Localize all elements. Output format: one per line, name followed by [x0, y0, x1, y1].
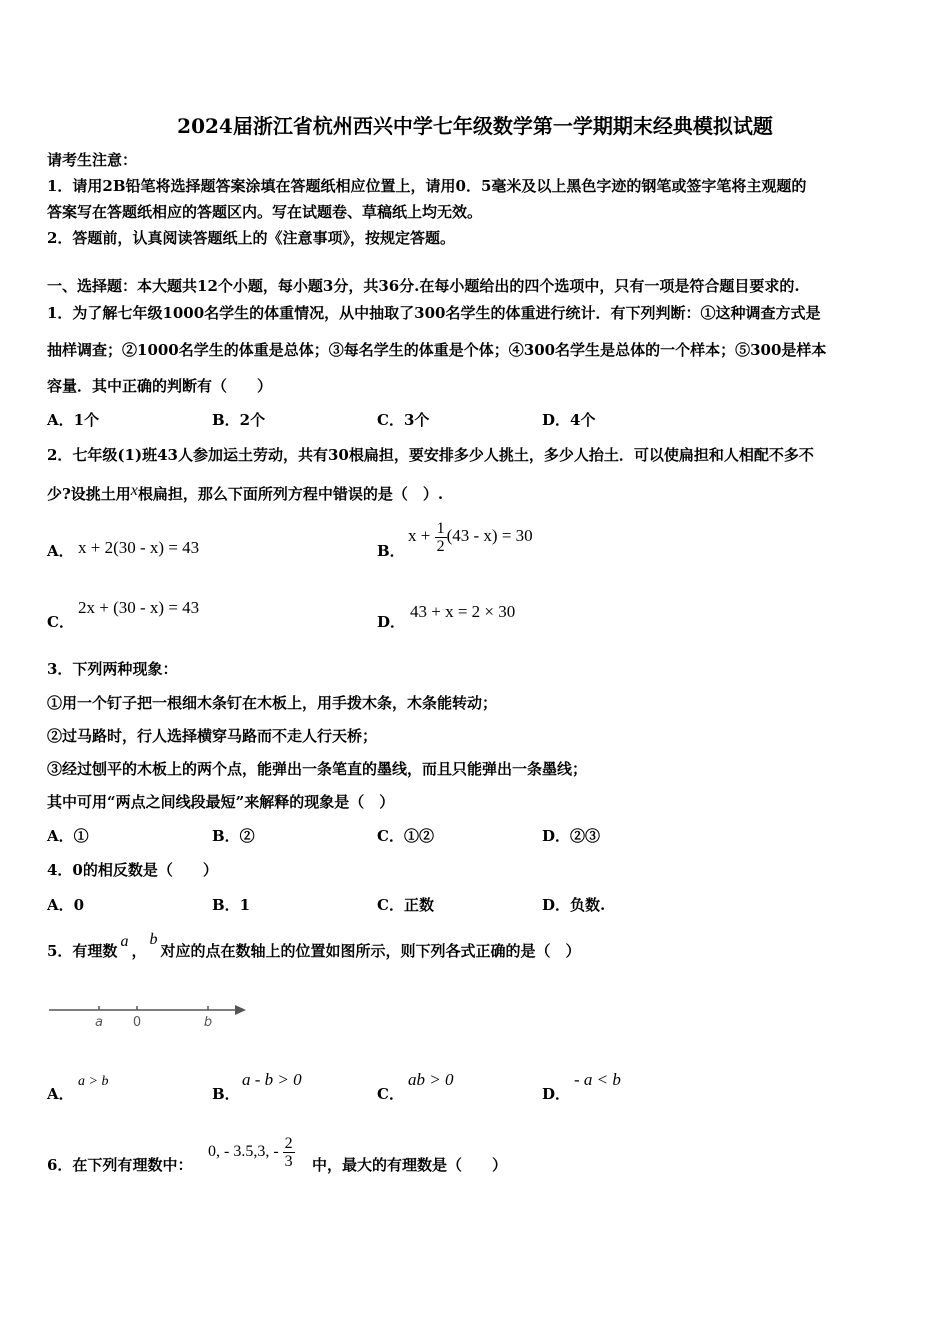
q1-option-d[interactable]: D．4个: [542, 411, 596, 429]
q6-line-pre: 6．在下列有理数中：: [47, 1156, 193, 1174]
q1-line-1: 1．为了解七年级1000名学生的体重情况，从中抽取了300名学生的体重进行统计．有下列判断：①这种调查方式是: [47, 304, 821, 322]
q6-line-post: 中，最大的有理数是（ ）: [312, 1156, 508, 1174]
q2-line-2-pre: 少?设挑土用: [47, 485, 131, 503]
q3-item-2: ②过马路时，行人选择横穿马路而不走人行天桥；: [47, 727, 378, 745]
q5-line-1: [47, 931, 581, 962]
q4-option-d[interactable]: D．负数.: [542, 896, 606, 914]
q3-option-c[interactable]: C．①②: [377, 827, 434, 845]
q2-option-b-denominator: 2: [436, 537, 445, 555]
tick-label-b: b: [203, 1015, 213, 1030]
q1-line-2: 抽样调查；②1000名学生的体重是总体；③每名学生的体重是个体；④300名学生是总体的一个样本；⑤300是样本: [47, 341, 827, 359]
q1-option-b[interactable]: B．2个: [212, 411, 266, 429]
number-line-figure: [45, 998, 255, 1034]
notice-line-2: 答案写在答题纸相应的答题区内。写在试题卷、草稿纸上均无效。: [47, 203, 483, 221]
number-line-arrow: [235, 1005, 246, 1015]
q4-option-c[interactable]: C．正数: [377, 896, 434, 914]
q4-option-a[interactable]: A．0: [47, 896, 85, 914]
q5-option-c-formula: ab > 0: [408, 1070, 454, 1089]
q6-fraction-denominator: 3: [284, 1152, 293, 1170]
q3-line-1: 3．下列两种现象：: [47, 660, 178, 678]
q2-option-b-formula: [408, 518, 533, 555]
section-heading: 一、选择题：本大题共12个小题，每小题3分，共36分.在每小题给出的四个选项中，只有一项是符合题目要求的.: [47, 277, 800, 295]
q2-option-d-formula: 43 + x = 2 × 30: [410, 602, 516, 621]
q5-var-b: b: [149, 931, 158, 948]
notice-line-1: 1．请用2B铅笔将选择题答案涂填在答题纸相应位置上，请用0．5毫米及以上黑色字迹的钢笔或签字笔将主观题的: [47, 177, 807, 195]
q5-option-d-label[interactable]: D．: [542, 1085, 571, 1103]
q5-option-c-label[interactable]: C．: [377, 1085, 404, 1103]
q1-line-3: 容量．其中正确的判断有（ ）: [47, 377, 273, 395]
q1-option-c[interactable]: C．3个: [377, 411, 430, 429]
q5-option-a-formula: a > b: [78, 1074, 109, 1089]
q2-option-d-label[interactable]: D．: [377, 613, 406, 631]
q2-option-c-formula: 2x + (30 - x) = 43: [78, 598, 200, 617]
q5-option-b-formula: a - b > 0: [242, 1070, 302, 1089]
q5-option-a-label[interactable]: A．: [47, 1085, 74, 1103]
page-title: 2024届浙江省杭州西兴中学七年级数学第一学期期末经典模拟试题: [177, 114, 773, 138]
notice-heading: 请考生注意：: [47, 151, 138, 169]
q6-number-list: [208, 1130, 295, 1174]
q3-item-1: ①用一个钉子把一根细木条钉在木板上，用手拨木条，木条能转动；: [47, 694, 498, 712]
q6-fraction-numerator: 2: [284, 1134, 293, 1152]
q2-option-b-numerator: 1: [436, 519, 445, 537]
q5-line-pre: 5．有理数: [47, 942, 118, 960]
q5-line-post: 对应的点在数轴上的位置如图所示，则下列各式正确的是（ ）: [160, 942, 581, 960]
q5-comma: ，: [131, 942, 147, 960]
q3-item-3: ③经过刨平的木板上的两个点，能弹出一条笔直的墨线，而且只能弹出一条墨线；: [47, 760, 588, 778]
q4-line-1: 4．0的相反数是（ ）: [47, 861, 218, 879]
q3-option-a[interactable]: A．①: [47, 827, 89, 845]
q2-option-b-post: (43 - x) = 30: [446, 526, 533, 545]
q3-option-b[interactable]: B．②: [212, 827, 255, 845]
q2-option-b-pre: x +: [408, 526, 431, 545]
q5-option-d-formula: - a < b: [574, 1070, 621, 1089]
q2-option-b-fraction: [435, 520, 447, 555]
q2-option-a-label[interactable]: A．: [47, 542, 74, 560]
q3-option-d[interactable]: D．②③: [542, 827, 601, 845]
tick-label-a: a: [95, 1015, 103, 1030]
q3-question: 其中可用“两点之间线段最短”来解释的现象是（ ）: [47, 793, 395, 811]
notice-line-3: 2．答题前，认真阅读答题纸上的《注意事项》，按规定答题。: [47, 229, 455, 247]
q4-option-b[interactable]: B．1: [212, 896, 251, 914]
q2-option-c-label[interactable]: C．: [47, 613, 74, 631]
q2-line-1: 2．七年级(1)班43人参加运土劳动，共有30根扁担，要安排多少人挑土，多少人抬土．可以使扁担和人相配不多不: [47, 446, 814, 464]
q2-option-b-label[interactable]: B．: [377, 542, 405, 560]
q5-option-b-label[interactable]: B．: [212, 1085, 240, 1103]
q2-line-2-post: 根扁担，那么下面所列方程中错误的是（ ）.: [137, 485, 444, 503]
q5-var-a: a: [120, 933, 129, 950]
q1-option-a[interactable]: A．1个: [47, 411, 100, 429]
q6-numbers: 0, - 3.5,3, -: [208, 1143, 279, 1160]
q2-line-2: [47, 481, 443, 504]
q2-var-x: x: [130, 482, 138, 499]
tick-label-0: 0: [132, 1015, 142, 1030]
q2-option-a-formula: x + 2(30 - x) = 43: [78, 538, 200, 557]
q6-fraction: [283, 1135, 295, 1170]
